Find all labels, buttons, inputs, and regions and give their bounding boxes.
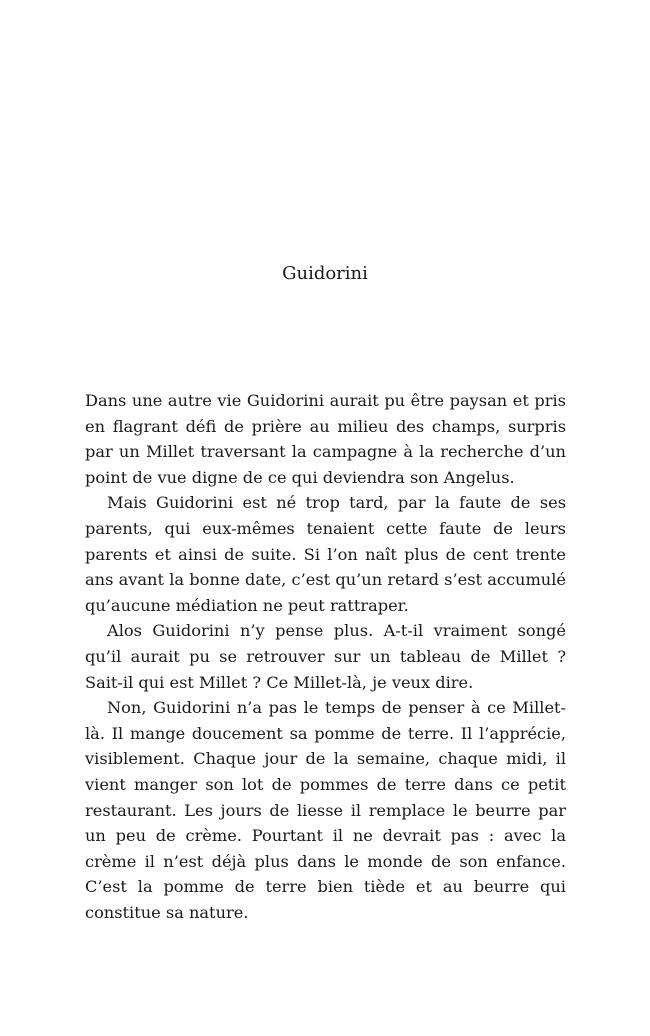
paragraph-3: Alos Guidorini n’y pense plus. A-t-il vraiment songé qu’il aurait pu se retrouver sur un tableau de Millet ? Sait-il qui est Millet ? Ce Millet-là, je veux dire. <box>85 621 566 692</box>
paragraph-2: Mais Guidorini est né trop tard, par la faute de ses parents, qui eux-mêmes tenaient cette faute de leurs parents et ainsi de suite. Si l’on naît plus de cent trente ans avant la bonne date, c’est qu’un retard s’est accumulé qu’aucune médiation ne peut rattraper. <box>85 493 566 615</box>
chapter-title: Guidorini <box>282 263 368 284</box>
chapter-body <box>85 388 566 925</box>
paragraph-1: Dans une autre vie Guidorini aurait pu être paysan et pris en flagrant défi de prière au milieu des champs, surpris par un Millet traversant la campagne à la recherche d’un point de vue digne de ce qui deviendra son Angelus. <box>85 391 566 487</box>
paragraph-4: Non, Guidorini n’a pas le temps de penser à ce Millet-là. Il mange doucement sa pomme de terre. Il l’apprécie, visiblement. Chaque jour de la semaine, chaque midi, il vient manger son lot de pommes de terre dans ce petit restaurant. Les jours de liesse il remplace le beurre par un peu de crème. Pourtant il ne devrait pas : avec la crème il n’est déjà plus dans le monde de son enfance. C’est la pomme de terre bien tiède et au beurre qui constitue sa nature. <box>85 698 566 922</box>
